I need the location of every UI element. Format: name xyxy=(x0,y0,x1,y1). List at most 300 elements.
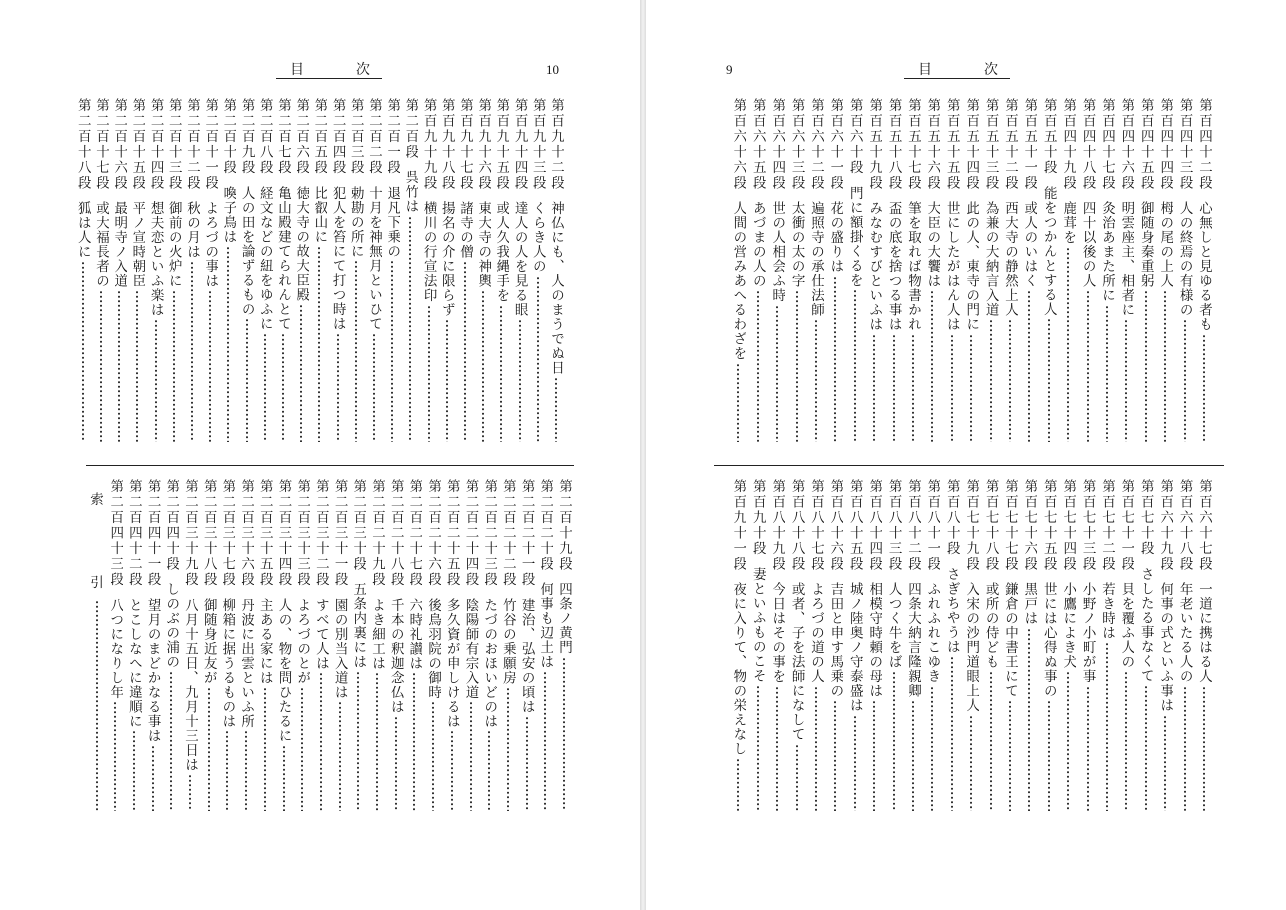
section-number: 第百六十二段 xyxy=(808,98,824,191)
entry-title: 栂の尾の上人 xyxy=(1157,201,1174,288)
toc-entry xyxy=(847,98,863,456)
section-number: 第百九十二段 xyxy=(548,98,564,191)
toc-entry xyxy=(457,98,473,456)
dot-leader xyxy=(537,276,539,443)
section-number: 第百九十七段 xyxy=(457,98,473,191)
section-number: 第百八十二段 xyxy=(905,479,921,572)
section-number: 第百九十段 xyxy=(749,479,766,557)
toc-entry xyxy=(1021,479,1037,825)
section-number: 第百九十五段 xyxy=(493,98,510,191)
dot-leader xyxy=(912,700,914,811)
dot-leader xyxy=(1106,305,1108,443)
section-number: 第百九十八段 xyxy=(438,98,455,191)
section-number: 第百七十五段 xyxy=(1040,479,1057,572)
entry-title: 建治、弘安の頃は xyxy=(518,597,535,714)
section-number: 第二百四十二段 xyxy=(125,479,142,588)
toc-entry xyxy=(866,479,882,825)
entry-title: 黒戸は xyxy=(1021,582,1038,626)
entry-title: 今日はその事を xyxy=(769,582,786,684)
section-divider xyxy=(714,465,1224,466)
entry-title: 平ノ宣時朝臣 xyxy=(129,201,146,288)
toc-entry xyxy=(276,479,292,825)
entry-title: さぎちやうは xyxy=(943,566,960,654)
section-number: 第二百二十六段 xyxy=(425,479,442,588)
right-page xyxy=(646,0,1286,910)
toc-entry xyxy=(166,98,182,456)
entry-title: 年老いたる人の xyxy=(1176,582,1193,684)
section-number: 第二百三十一段 xyxy=(331,479,348,588)
entry-title: たづのおほいどのは xyxy=(481,597,498,728)
toc-entry xyxy=(481,479,497,825)
entry-title: 御随身近友が xyxy=(200,597,217,685)
section-number: 第百六十六段 xyxy=(730,98,747,191)
toc-entry xyxy=(219,479,235,825)
dot-leader xyxy=(170,671,172,811)
entry-title: 花の盛りは xyxy=(827,201,844,274)
toc-entry xyxy=(1060,479,1076,825)
dot-leader xyxy=(737,758,739,811)
section-number: 第二百四十段 xyxy=(163,479,180,572)
dot-leader xyxy=(815,319,817,442)
entry-title: 門に額掛くるを xyxy=(846,185,863,287)
entry-title: 人間の営みあへるわざを xyxy=(730,201,747,361)
dot-leader xyxy=(757,290,759,442)
entry-title: ふれふれこゆき xyxy=(924,582,941,684)
section-number: 第二百十九段 xyxy=(556,479,572,572)
toc-entry xyxy=(402,98,418,456)
toc-entry xyxy=(530,98,546,456)
toc-entry xyxy=(126,479,142,825)
toc-entry xyxy=(201,479,217,825)
dot-leader xyxy=(1203,334,1205,443)
section-number: 第百八十三段 xyxy=(885,479,902,572)
entry-title: 相模守時頼の母は xyxy=(866,582,883,698)
toc-entry xyxy=(182,479,198,825)
dot-leader xyxy=(1087,290,1089,442)
toc-entry xyxy=(1002,98,1018,456)
entry-title: よき細工は xyxy=(369,597,385,670)
dot-leader xyxy=(507,687,509,812)
entry-title: 四条ノ黄門 xyxy=(556,582,572,655)
section-number: 第百九十六段 xyxy=(475,98,492,191)
entry-title: 諸寺の僧 xyxy=(457,201,473,259)
dot-leader xyxy=(1184,686,1186,812)
dot-leader xyxy=(500,305,502,443)
section-number: 第百七十二段 xyxy=(1099,479,1115,572)
section-number: 第百七十八段 xyxy=(982,479,999,572)
dot-leader xyxy=(1009,700,1011,811)
dot-leader xyxy=(488,730,490,811)
toc-entry xyxy=(1196,98,1212,456)
section-number: 第二百十段 xyxy=(220,98,237,176)
section-number: 第百五十五段 xyxy=(943,98,960,191)
entry-title: 盃の底を捨つる事は xyxy=(885,201,902,332)
section-number: 第二百二十九段 xyxy=(369,479,385,588)
toc-entry xyxy=(475,98,491,456)
toc-entry xyxy=(1080,98,1096,456)
dot-leader xyxy=(470,701,472,811)
entry-title: 城ノ陸奥ノ守泰盛は xyxy=(846,582,863,713)
dot-leader xyxy=(209,290,211,442)
toc-entry xyxy=(111,98,127,456)
toc-entry xyxy=(444,479,460,825)
dot-leader xyxy=(519,319,521,442)
dot-leader xyxy=(355,260,357,442)
section-number: 第百六十段 xyxy=(846,98,863,176)
entry-title: 陰陽師有宗入道 xyxy=(462,597,479,699)
section-number: 第二百二十八段 xyxy=(387,479,404,588)
dot-leader xyxy=(776,305,778,443)
toc-entry xyxy=(847,479,863,825)
dot-leader xyxy=(815,686,817,812)
section-divider xyxy=(86,465,574,466)
dot-leader xyxy=(318,246,320,443)
entry-title: 或人のいはく xyxy=(1021,201,1038,288)
dot-leader xyxy=(990,319,992,442)
toc-entry xyxy=(750,479,766,825)
toc-entry xyxy=(905,98,921,456)
dot-leader xyxy=(409,216,411,443)
section-number: 第二百十一段 xyxy=(202,98,219,191)
dot-leader xyxy=(282,333,284,443)
toc-entry xyxy=(439,98,455,456)
toc-entry xyxy=(202,98,218,456)
toc-entry xyxy=(548,98,564,456)
entry-title: みなむすびといふは xyxy=(866,201,883,332)
dot-leader xyxy=(464,261,466,442)
entry-title: よろづの道の人 xyxy=(808,582,824,684)
toc-entry xyxy=(163,479,179,825)
running-header xyxy=(276,62,382,79)
section-number: 第百七十段 xyxy=(1137,479,1154,557)
dot-leader xyxy=(873,334,875,443)
toc-entry xyxy=(129,98,145,456)
section-number: 第二百十六段 xyxy=(111,98,128,191)
entry-title: 何事も辺土は xyxy=(537,582,554,669)
toc-entry xyxy=(406,479,422,825)
toc-entry xyxy=(983,98,999,456)
entry-title: 灸治あまた所に xyxy=(1099,201,1115,303)
entry-title: 狐は人に xyxy=(74,201,91,259)
dot-leader xyxy=(301,687,303,812)
entry-title: 丹波に出雲といふ所 xyxy=(238,597,255,728)
toc-entry xyxy=(1157,98,1173,456)
dot-leader xyxy=(246,318,248,442)
toc-entry xyxy=(93,98,109,456)
dot-leader xyxy=(173,290,175,442)
entry-title: 竹谷の乗願房 xyxy=(499,597,516,685)
dot-leader xyxy=(339,701,341,811)
section-number: 第百六十四段 xyxy=(769,98,786,191)
entry-title: 太衝の太の字 xyxy=(788,201,805,288)
dot-leader xyxy=(357,671,359,811)
toc-entry xyxy=(983,479,999,825)
dot-leader xyxy=(757,685,759,812)
section-number: 第二百四十一段 xyxy=(144,479,161,588)
entry-title: 入宋の沙門道眼上人 xyxy=(963,582,980,713)
toc-entry xyxy=(348,98,364,456)
dot-leader xyxy=(245,730,247,811)
toc-entry xyxy=(769,479,785,825)
dot-leader xyxy=(226,730,228,811)
dot-leader xyxy=(834,700,836,811)
dot-leader xyxy=(1145,685,1147,812)
section-number: 第百四十三段 xyxy=(1176,98,1193,191)
section-number: 第百八十一段 xyxy=(924,479,941,572)
toc-entry xyxy=(866,98,882,456)
entry-title: 或所の侍ども xyxy=(982,582,999,669)
dot-leader xyxy=(854,715,856,812)
dot-leader xyxy=(834,276,836,443)
left-page xyxy=(0,0,640,910)
dot-leader xyxy=(446,319,448,442)
toc-entry xyxy=(789,479,805,825)
toc-entry xyxy=(924,479,940,825)
section-number: 第百六十七段 xyxy=(1196,479,1212,572)
section-number: 第百四十九段 xyxy=(1060,98,1077,191)
section-number: 第百八十九段 xyxy=(769,479,786,572)
entry-title: 喚子鳥は xyxy=(220,185,237,244)
section-number: 第二百三十四段 xyxy=(275,479,292,588)
entry-title: 十月を神無月といひて xyxy=(366,185,382,331)
entry-title: 柳箱に据うるものは xyxy=(219,597,236,728)
toc-entry xyxy=(886,479,902,825)
section-number: 第二百十四段 xyxy=(147,98,164,191)
entry-title: 妻といふものこそ xyxy=(749,566,766,683)
entry-title: 四条大納言隆親卿 xyxy=(905,582,921,698)
section-number: 第二百三十二段 xyxy=(312,479,329,588)
toc-entry xyxy=(366,98,382,456)
section-number: 第二百八段 xyxy=(256,98,273,176)
section-number: 第百四十二段 xyxy=(1196,98,1212,191)
section-number: 第百四十七段 xyxy=(1099,98,1115,191)
entry-title: くらき人の xyxy=(529,201,546,274)
toc-entry xyxy=(107,479,123,825)
dot-leader xyxy=(931,686,933,812)
entry-title: 世の人相会ふ時 xyxy=(769,201,786,303)
dot-leader xyxy=(990,671,992,811)
section-number: 第百七十一段 xyxy=(1118,479,1135,572)
dot-leader xyxy=(1067,247,1069,443)
entry-title: 後鳥羽院の御時 xyxy=(425,597,442,699)
entry-title: 明雲座主、相者に xyxy=(1118,201,1135,317)
dot-leader xyxy=(413,672,415,811)
section-number: 第二百九段 xyxy=(238,98,255,176)
dot-leader xyxy=(96,600,98,811)
toc-entry xyxy=(1157,479,1173,825)
dot-leader xyxy=(970,334,972,443)
dot-leader xyxy=(854,289,856,442)
section-number: 第百六十八段 xyxy=(1176,479,1193,572)
entry-title: 亀山殿建てられんとて xyxy=(275,185,291,331)
toc-entry xyxy=(924,98,940,456)
entry-title: さしたる事なくて xyxy=(1137,566,1154,683)
entry-title: 呉竹は xyxy=(402,170,419,214)
toc-entry xyxy=(1118,98,1134,456)
toc-entry xyxy=(493,98,509,456)
toc-entry xyxy=(827,479,843,825)
dot-leader xyxy=(1203,686,1205,812)
entry-title: 此の人、東寺の門に xyxy=(963,201,980,332)
section-number: 第二百三十六段 xyxy=(238,479,255,588)
dot-leader xyxy=(191,261,193,442)
entry-title: 能をつかんとする人 xyxy=(1040,185,1057,316)
dot-leader xyxy=(1087,686,1089,812)
dot-leader xyxy=(373,333,375,443)
entry-title: 或人久我縄手を xyxy=(493,201,510,303)
dot-leader xyxy=(1048,318,1050,442)
entry-title: 心無しと見ゆる者も xyxy=(1196,201,1212,332)
dot-leader xyxy=(283,745,285,812)
toc-entry xyxy=(220,98,236,456)
dot-leader xyxy=(1028,628,1030,812)
entry-title: 御随身秦重躬 xyxy=(1137,201,1154,288)
toc-entry xyxy=(500,479,516,825)
entry-title: 西大寺の静然上人 xyxy=(1002,201,1018,317)
toc-entry xyxy=(1118,479,1134,825)
toc-entry xyxy=(369,479,385,825)
header-char: 次 xyxy=(356,62,370,78)
entry-title: 四十以後の人 xyxy=(1079,201,1096,288)
section-number: 第百八十七段 xyxy=(808,479,824,572)
section-number: 第百五十六段 xyxy=(924,98,941,191)
toc-entry xyxy=(425,479,441,825)
entry-title: 達人の人を見る眼 xyxy=(511,201,528,317)
index-leader-column xyxy=(89,598,105,825)
entry-title: 犯人を笞にて打つ時は xyxy=(329,185,346,331)
dot-leader xyxy=(1125,671,1127,811)
entry-title: 鎌倉の中書王にて xyxy=(1002,582,1018,698)
entry-title: 大臣の大饗は xyxy=(924,201,941,288)
toc-entry xyxy=(1099,98,1115,456)
entry-title: 小野ノ小町が事 xyxy=(1079,582,1096,684)
section-number: 第二百十五段 xyxy=(129,98,146,191)
dot-leader xyxy=(189,774,191,812)
dot-leader xyxy=(796,744,798,812)
section-number: 第百六十五段 xyxy=(749,98,766,191)
dot-leader xyxy=(796,290,798,442)
section-number: 第百六十九段 xyxy=(1157,479,1174,572)
entry-title: 経文などの紐をゆふに xyxy=(256,185,273,331)
entry-title: しのぶの浦の xyxy=(163,582,180,669)
section-number: 第二百二十二段 xyxy=(499,479,516,588)
section-number: 第二百段 xyxy=(402,98,419,160)
toc-entry xyxy=(75,98,91,456)
entry-title: 六時礼讃は xyxy=(406,597,423,670)
page-number: 10 xyxy=(546,62,559,77)
dot-leader xyxy=(931,290,933,442)
section-number: 第二百五段 xyxy=(311,98,328,176)
dot-leader xyxy=(912,334,914,443)
toc-entry xyxy=(1041,98,1057,456)
section-number: 第二百二十段 xyxy=(537,479,554,572)
dot-leader xyxy=(544,671,546,811)
toc-entry xyxy=(944,479,960,825)
dot-leader xyxy=(873,700,875,811)
section-number: 第百五十三段 xyxy=(982,98,999,191)
toc-entry xyxy=(1099,479,1115,825)
section-number: 第百五十段 xyxy=(1040,98,1057,176)
entry-title: 或者、子を法師になして xyxy=(788,582,805,742)
dot-leader xyxy=(337,333,339,443)
entry-title: 貝を覆ふ人の xyxy=(1118,582,1135,669)
entry-title: 揚名の介に限らず xyxy=(438,201,455,317)
toc-entry xyxy=(1060,98,1076,456)
entry-title: 千本の釈迦念仏は xyxy=(387,597,404,714)
entry-title: 勅勘の所に xyxy=(347,185,364,258)
section-number: 第二百三段 xyxy=(347,98,364,176)
section-number: 第二百三十八段 xyxy=(200,479,217,588)
dot-leader xyxy=(208,687,210,812)
entry-title: 鹿茸を xyxy=(1060,201,1077,245)
entry-title: 多久資が申しけるは xyxy=(443,597,460,728)
section-number: 第二百三十三段 xyxy=(294,479,311,588)
dot-leader xyxy=(1145,290,1147,442)
toc-entry xyxy=(330,98,346,456)
toc-entry xyxy=(1177,98,1193,456)
toc-entry xyxy=(808,479,824,825)
section-number: 第百八十段 xyxy=(943,479,960,557)
toc-entry xyxy=(512,98,528,456)
page-number: 9 xyxy=(726,62,733,77)
dot-leader xyxy=(133,730,135,811)
entry-title: よろづの事は xyxy=(202,201,219,288)
toc-entry xyxy=(556,479,572,825)
toc-entry xyxy=(730,479,746,825)
toc-entry xyxy=(145,479,161,825)
toc-entry xyxy=(311,98,327,456)
section-number: 第二百四十三段 xyxy=(107,479,124,588)
toc-entry xyxy=(963,479,979,825)
entry-title: 東大寺の神輿 xyxy=(475,201,492,288)
entry-title: 御前の火炉に xyxy=(165,201,182,288)
entry-title: あづまの人の xyxy=(749,201,766,288)
section-number: 第二百二十三段 xyxy=(481,479,498,588)
entry-title: 想夫恋といふ楽は xyxy=(147,201,164,317)
dot-leader xyxy=(970,715,972,812)
section-number: 第百五十九段 xyxy=(866,98,883,191)
dot-leader xyxy=(82,261,84,442)
toc-entry xyxy=(1138,98,1154,456)
dot-leader xyxy=(118,290,120,442)
section-number: 第二百十七段 xyxy=(93,98,109,191)
dot-leader xyxy=(300,304,302,443)
entry-title: 為兼の大納言入道 xyxy=(982,201,999,317)
section-number: 第二百十二段 xyxy=(184,98,200,191)
toc-entry xyxy=(148,98,164,456)
section-number: 第百六十一段 xyxy=(827,98,844,191)
entry-title: 或大福長者の xyxy=(93,201,109,288)
running-header xyxy=(904,62,1010,79)
toc-entry xyxy=(730,98,746,456)
toc-entry xyxy=(239,98,255,456)
dot-leader xyxy=(1184,319,1186,442)
entry-title: 徳大寺の故大臣殿 xyxy=(293,185,310,302)
toc-entry xyxy=(238,479,254,825)
entry-title: 神仏にも、人のまうでぬ日 xyxy=(548,201,564,375)
section-number: 第二百三十七段 xyxy=(219,479,236,588)
dot-leader xyxy=(152,745,154,812)
dot-leader xyxy=(737,363,739,443)
entry-title: 吉田と申す馬乗の xyxy=(827,582,844,698)
section-number: 第百四十八段 xyxy=(1079,98,1096,191)
section-number: 第百七十九段 xyxy=(963,479,980,572)
section-number: 第百九十九段 xyxy=(420,98,437,191)
section-number: 第百七十四段 xyxy=(1060,479,1077,572)
entry-title: すべて人は xyxy=(312,597,329,670)
entry-title: 筆を取れば物書かれ xyxy=(905,201,921,332)
entry-title: 世には心得ぬ事の xyxy=(1040,582,1057,698)
